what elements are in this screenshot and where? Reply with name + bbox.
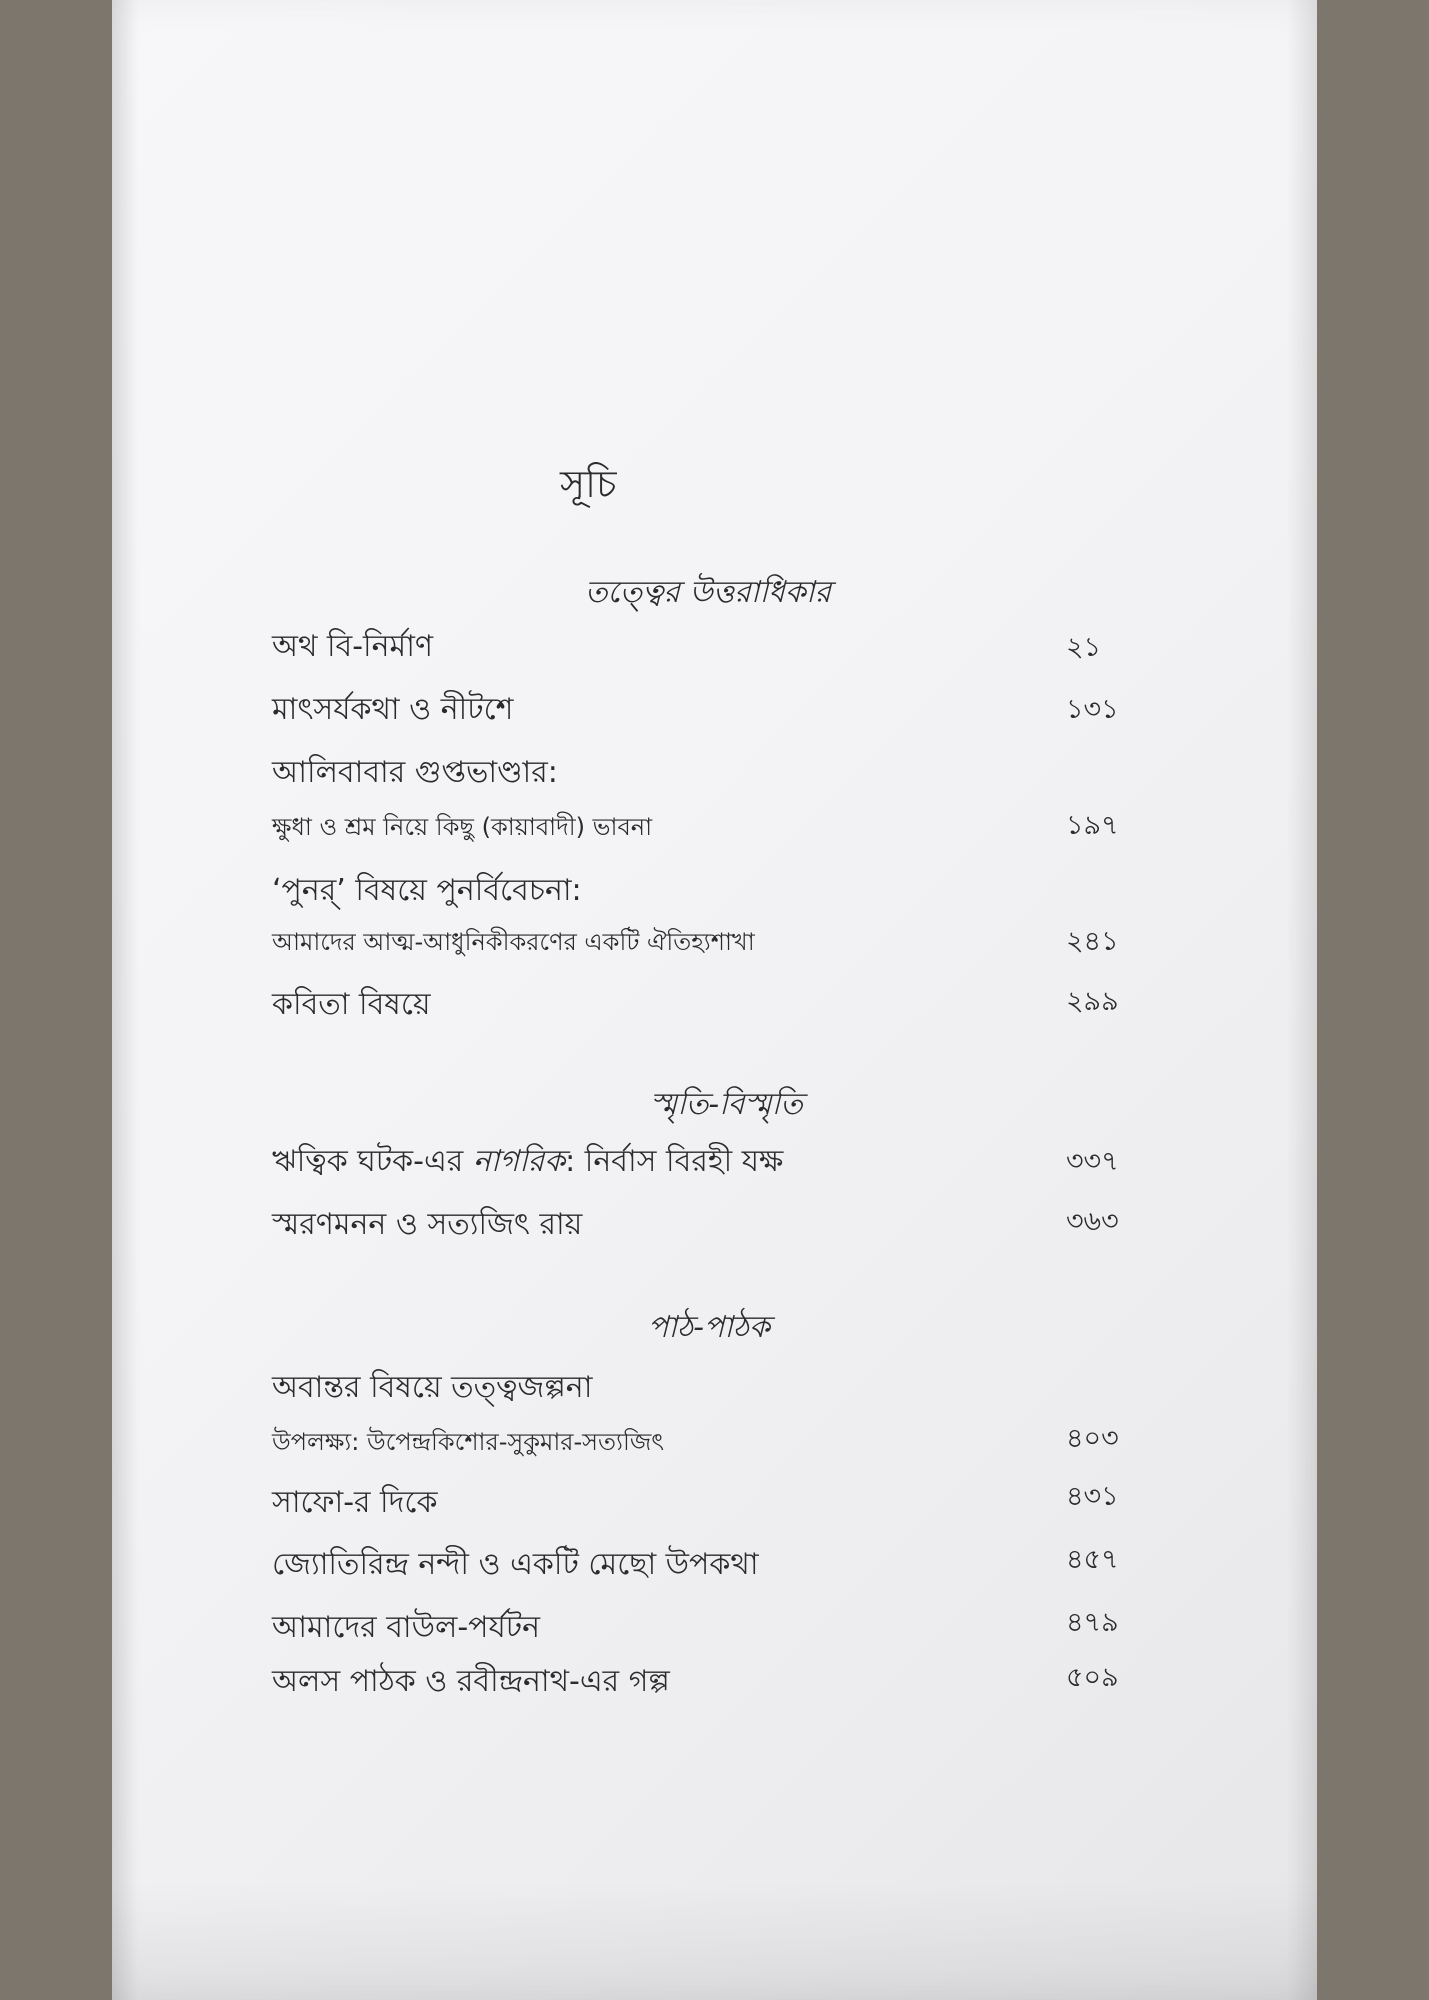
toc-entry-title: অলস পাঠক ও রবীন্দ্রনাথ-এর গল্প [272, 1664, 670, 1699]
toc-entry-title: মাৎসর্যকথা ও নীটশে [272, 692, 514, 727]
toc-entry-title-italic: নাগরিক [472, 1144, 566, 1179]
toc-entry-title: স্মরণমনন ও সত্যজিৎ রায় [272, 1207, 583, 1242]
toc-entry-title: জ্যোতিরিন্দ্র নন্দী ও একটি মেছো উপকথা [272, 1547, 759, 1582]
toc-entry-title: আলিবাবার গুপ্তভাণ্ডার: [272, 755, 558, 790]
toc-entry-page: ৪৭৯ [1066, 1607, 1119, 1638]
page-gutter-shadow [112, 0, 138, 2000]
page-edge-shadow [1287, 0, 1317, 2000]
toc-entry-title: কবিতা বিষয়ে [272, 987, 431, 1022]
toc-entry-page: ৫০৯ [1066, 1662, 1119, 1693]
toc-entry-subtitle: উপলক্ষ্য: উপেন্দ্রকিশোর-সুকুমার-সত্যজিৎ [272, 1428, 665, 1456]
toc-entry-title: আমাদের বাউল-পর্যটন [272, 1610, 541, 1645]
toc-entry-title-suffix: : নির্বাস বিরহী যক্ষ [565, 1144, 784, 1179]
toc-entry-page: ২১ [1066, 632, 1102, 663]
toc-entry-page: ২৯৯ [1066, 986, 1119, 1017]
toc-entry-title: অবান্তর বিষয়ে তত্ত্বজল্পনা [272, 1370, 593, 1405]
toc-entry-page: ৩৬৩ [1066, 1206, 1119, 1237]
toc-entry-page: ৪৫৭ [1066, 1544, 1119, 1575]
toc-entry-page: ১৯৭ [1066, 810, 1119, 841]
page-title: সূচি [560, 462, 617, 506]
toc-entry-title-prefix: ঋত্বিক ঘটক-এর [272, 1144, 473, 1179]
toc-entry-page: ১৩১ [1066, 694, 1119, 725]
toc-entry-subtitle: ক্ষুধা ও শ্রম নিয়ে কিছু (কায়াবাদী) ভাবনা [272, 813, 653, 841]
toc-entry-title [272, 1144, 784, 1179]
toc-entry-page: ৪৩১ [1066, 1481, 1119, 1512]
toc-entry-page: ৩৩৭ [1066, 1146, 1119, 1177]
section-heading-2: স্মৃতি-বিস্মৃতি [650, 1087, 803, 1122]
toc-entry-title: ‘পুনর্’ বিষয়ে পুনর্বিবেচনা: [272, 873, 582, 908]
toc-entry-title: অথ বি-নির্মাণ [272, 629, 434, 664]
toc-entry-page: ২৪১ [1066, 926, 1119, 957]
section-heading-1: তত্ত্বের উত্তরাধিকার [585, 575, 832, 610]
section-heading-3: পাঠ-পাঠক [648, 1310, 771, 1345]
toc-entry-subtitle: আমাদের আত্ম-আধুনিকীকরণের একটি ঐতিহ্যশাখা [272, 928, 755, 956]
page-bottom-shadow [112, 1880, 1317, 2000]
toc-entry-page: ৪০৩ [1066, 1423, 1119, 1454]
toc-entry-title: সাফো-র দিকে [272, 1485, 438, 1520]
